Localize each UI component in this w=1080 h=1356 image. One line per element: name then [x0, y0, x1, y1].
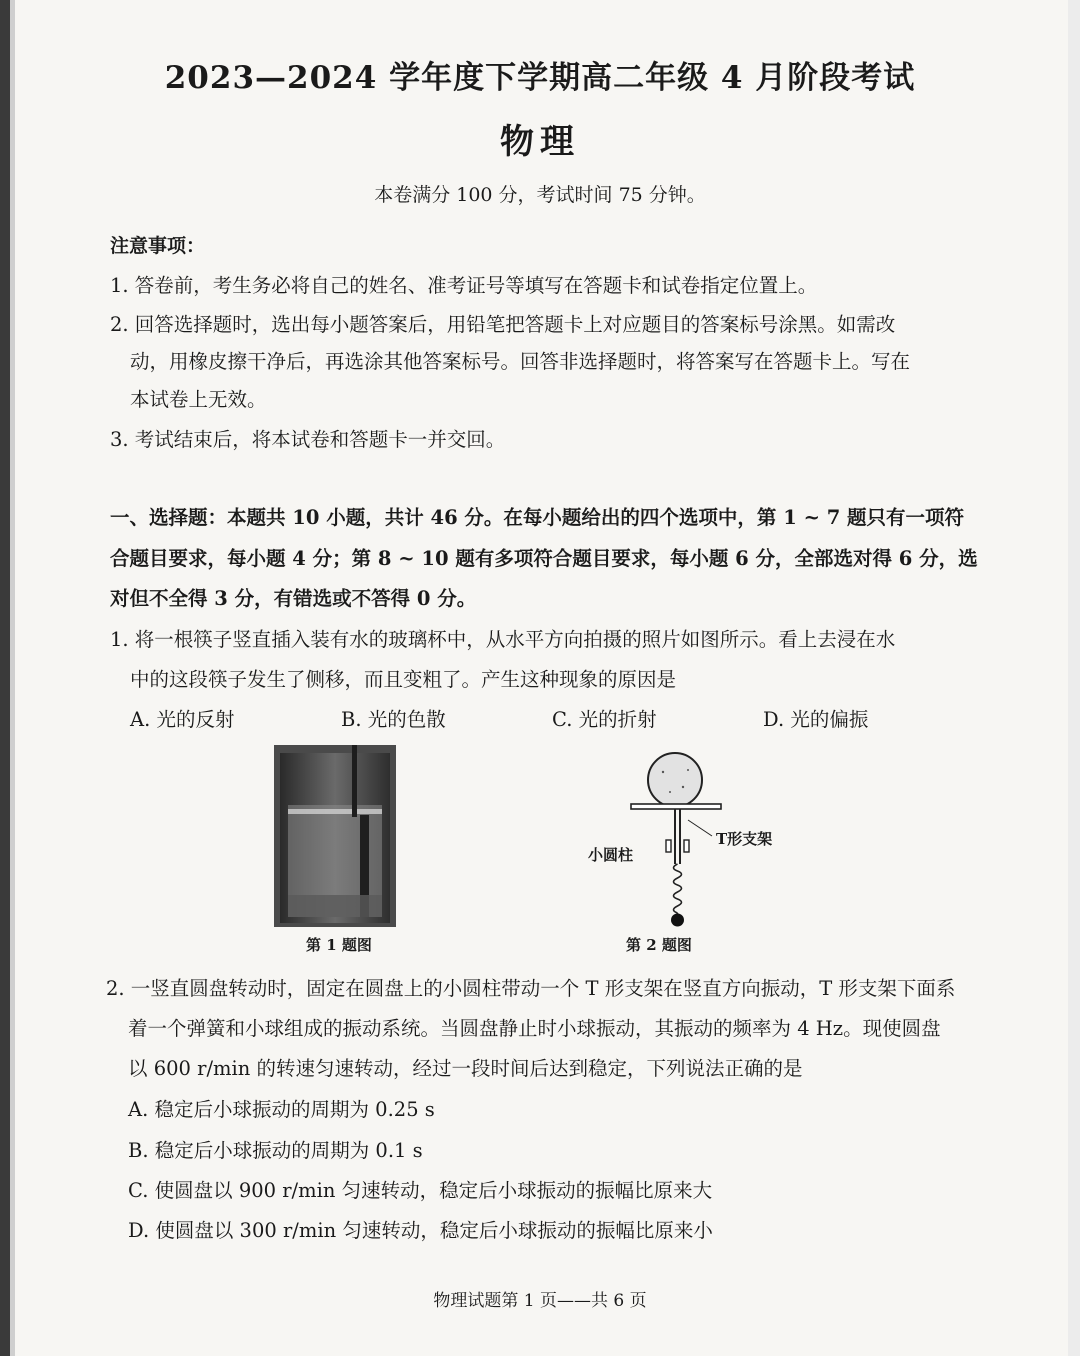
question-2-stem: 以 600 r/min 的转速匀速转动，经过一段时间后达到稳定，下列说法正确的是 — [128, 1057, 803, 1080]
subject-title: 物理 — [500, 122, 580, 162]
notice-heading: 注意事项： — [110, 235, 206, 257]
exam-meta: 本卷满分 100 分，考试时间 75 分钟。 — [374, 184, 706, 206]
q1-option-a: A. 光的反射 — [130, 708, 235, 731]
notice-line: 2. 回答选择题时，选出每小题答案后，用铅笔把答题卡上对应题目的答案标号涂黑。如需改 — [110, 313, 896, 336]
notice-line: 3. 考试结束后，将本试卷和答题卡一并交回。 — [110, 428, 506, 451]
figure-2-caption: 第 2 题图 — [626, 936, 692, 954]
q2-option-c: C. 使圆盘以 900 r/min 匀速转动，稳定后小球振动的振幅比原来大 — [128, 1179, 713, 1202]
notice-line: 本试卷上无效。 — [130, 388, 267, 411]
notice-line: 1. 答卷前，考生务必将自己的姓名、准考证号等填写在答题卡和试卷指定位置上。 — [110, 274, 818, 297]
q2-option-d: D. 使圆盘以 300 r/min 匀速转动，稳定后小球振动的振幅比原来小 — [128, 1219, 713, 1242]
figure-2-label-frame: T形支架 — [716, 830, 773, 848]
figure-2-label-cylinder: 小圆柱 — [588, 846, 634, 864]
q2-option-b: B. 稳定后小球振动的周期为 0.1 s — [128, 1139, 423, 1162]
question-2-stem: 2. 一竖直圆盘转动时，固定在圆盘上的小圆柱带动一个 T 形支架在竖直方向振动，T 形支架下面系 — [106, 977, 956, 1000]
q1-option-b: B. 光的色散 — [341, 708, 446, 731]
figure-1-caption: 第 1 题图 — [306, 936, 372, 954]
section-instructions: 合题目要求，每小题 4 分；第 8 ~ 10 题有多项符合题目要求，每小题 6 分，全部选对得 6 分，选 — [110, 547, 978, 570]
question-1-stem: 中的这段筷子发生了侧移，而且变粗了。产生这种现象的原因是 — [130, 668, 677, 691]
notice-line: 动，用橡皮擦干净后，再选涂其他答案标号。回答非选择题时，将答案写在答题卡上。写在 — [130, 350, 911, 373]
question-1-stem: 1. 将一根筷子竖直插入装有水的玻璃杯中，从水平方向拍摄的照片如图所示。看上去浸在水 — [110, 628, 896, 651]
figure-1-photo — [274, 745, 396, 927]
question-2-stem: 着一个弹簧和小球组成的振动系统。当圆盘静止时小球振动，其振动的频率为 4 Hz。现使圆盘 — [128, 1017, 941, 1040]
q2-option-a: A. 稳定后小球振动的周期为 0.25 s — [128, 1098, 435, 1121]
q1-option-c: C. 光的折射 — [552, 708, 657, 731]
q1-option-d: D. 光的偏振 — [763, 708, 869, 731]
section-instructions: 一、选择题：本题共 10 小题，共计 46 分。在每小题给出的四个选项中，第 1 ~ 7 题只有一项符 — [110, 506, 965, 529]
section-instructions: 对但不全得 3 分，有错选或不答得 0 分。 — [110, 587, 477, 610]
exam-title: 2023—2024 学年度下学期高二年级 4 月阶段考试 — [164, 60, 916, 96]
page-footer: 物理试题第 1 页——共 6 页 — [433, 1291, 647, 1311]
